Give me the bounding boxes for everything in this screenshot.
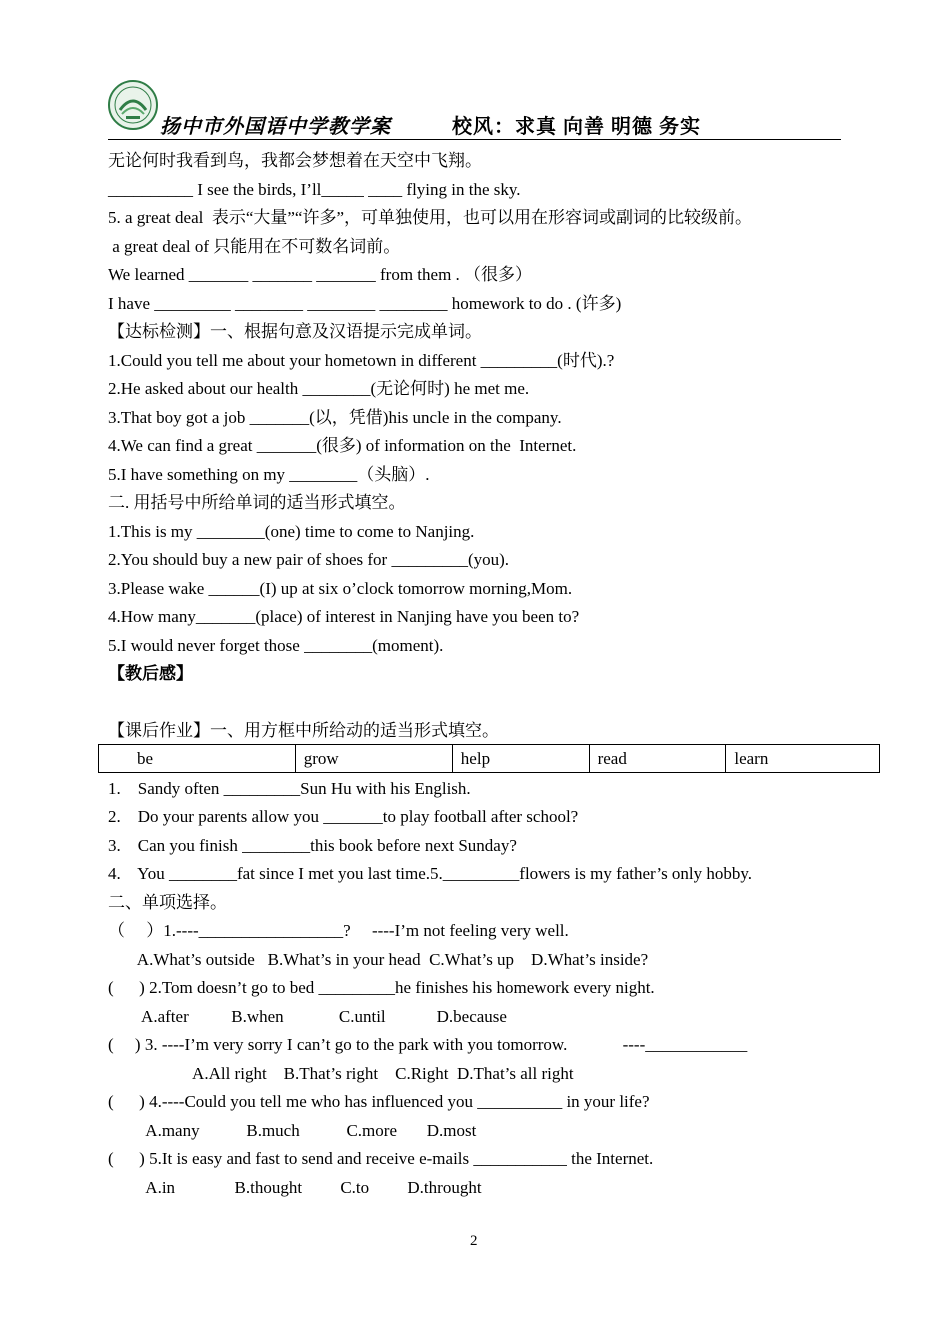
- section-heading: 二、单项选择。: [108, 893, 227, 912]
- question-line: 1.Could you tell me about your hometown in different _________(时代).?: [108, 351, 615, 370]
- question-line: 5.I would never forget those ________(moment).: [108, 636, 444, 655]
- text-line: I have _________ ________ ________ ________ homework to do . (许多): [108, 294, 622, 313]
- section-heading: 【课后作业】一、用方框中所给动的适当形式填空。: [108, 721, 499, 740]
- word-cell: learn: [726, 745, 880, 773]
- section-heading: 【教后感】: [108, 664, 193, 683]
- header-rule: [108, 139, 841, 140]
- school-logo-icon: [108, 80, 158, 130]
- question-line: ( ) 2.Tom doesn’t go to bed _________he finishes his homework every night.: [108, 978, 655, 997]
- text-line: We learned _______ _______ _______ from them . （很多）: [108, 265, 533, 284]
- word-box-table: [98, 744, 880, 773]
- text-line: 5. a great deal 表示“大量”“许多”，可单独使用，也可以用在形容词或副词的比较级前。: [108, 208, 753, 227]
- word-cell: be: [99, 745, 296, 773]
- question-line: 3.That boy got a job _______(以，凭借)his uncle in the company.: [108, 408, 562, 427]
- question-line: 4.How many_______(place) of interest in Nanjing have you been to?: [108, 607, 580, 626]
- answer-options: A.What’s outside B.What’s in your head C.What’s up D.What’s inside?: [108, 950, 649, 969]
- word-cell: help: [452, 745, 589, 773]
- answer-options: A.in B.thought C.to D.throught: [108, 1178, 482, 1197]
- text-line: 无论何时我看到鸟，我都会梦想着在天空中飞翔。: [108, 151, 482, 170]
- question-line: 1. Sandy often _________Sun Hu with his English.: [108, 779, 471, 798]
- text-line: __________ I see the birds, I’ll_____ ____ flying in the sky.: [108, 180, 521, 199]
- text-line: a great deal of 只能用在不可数名词前。: [108, 237, 401, 256]
- question-line: ( ) 3. ----I’m very sorry I can’t go to the park with you tomorrow. ----____________: [108, 1035, 748, 1054]
- question-line: （ ）1.----_________________? ----I’m not feeling very well.: [108, 921, 569, 940]
- question-line: 2. Do your parents allow you _______to play football after school?: [108, 807, 579, 826]
- answer-options: A.after B.when C.until D.because: [108, 1007, 507, 1026]
- question-line: 3. Can you finish ________this book before next Sunday?: [108, 836, 517, 855]
- answer-options: A.many B.much C.more D.most: [108, 1121, 477, 1140]
- question-line: 4.We can find a great _______(很多) of information on the Internet.: [108, 436, 577, 455]
- page-number: 2: [470, 1233, 478, 1249]
- question-line: ( ) 4.----Could you tell me who has influenced you __________ in your life?: [108, 1092, 650, 1111]
- question-line: 4. You ________fat since I met you last time.5._________flowers is my father’s only hobby.: [108, 864, 753, 883]
- school-name: 扬中市外国语中学教学案: [160, 116, 391, 138]
- question-line: 2.He asked about our health ________(无论何时) he met me.: [108, 379, 530, 398]
- question-line: ( ) 5.It is easy and fast to send and receive e-mails ___________ the Internet.: [108, 1149, 654, 1168]
- question-line: 3.Please wake ______(I) up at six o’clock tomorrow morning,Mom.: [108, 579, 573, 598]
- answer-options: A.All right B.That’s right C.Right D.That’s all right: [108, 1064, 574, 1083]
- word-cell: read: [589, 745, 726, 773]
- section-heading: 【达标检测】一、根据句意及汉语提示完成单词。: [108, 322, 482, 341]
- school-motto: 校风：求真 向善 明德 务实: [452, 116, 701, 138]
- question-line: 2.You should buy a new pair of shoes for _________(you).: [108, 550, 510, 569]
- section-heading: 二. 用括号中所给单词的适当形式填空。: [108, 493, 406, 512]
- question-line: 1.This is my ________(one) time to come to Nanjing.: [108, 522, 475, 541]
- word-cell: grow: [295, 745, 452, 773]
- question-line: 5.I have something on my ________（头脑）.: [108, 465, 430, 484]
